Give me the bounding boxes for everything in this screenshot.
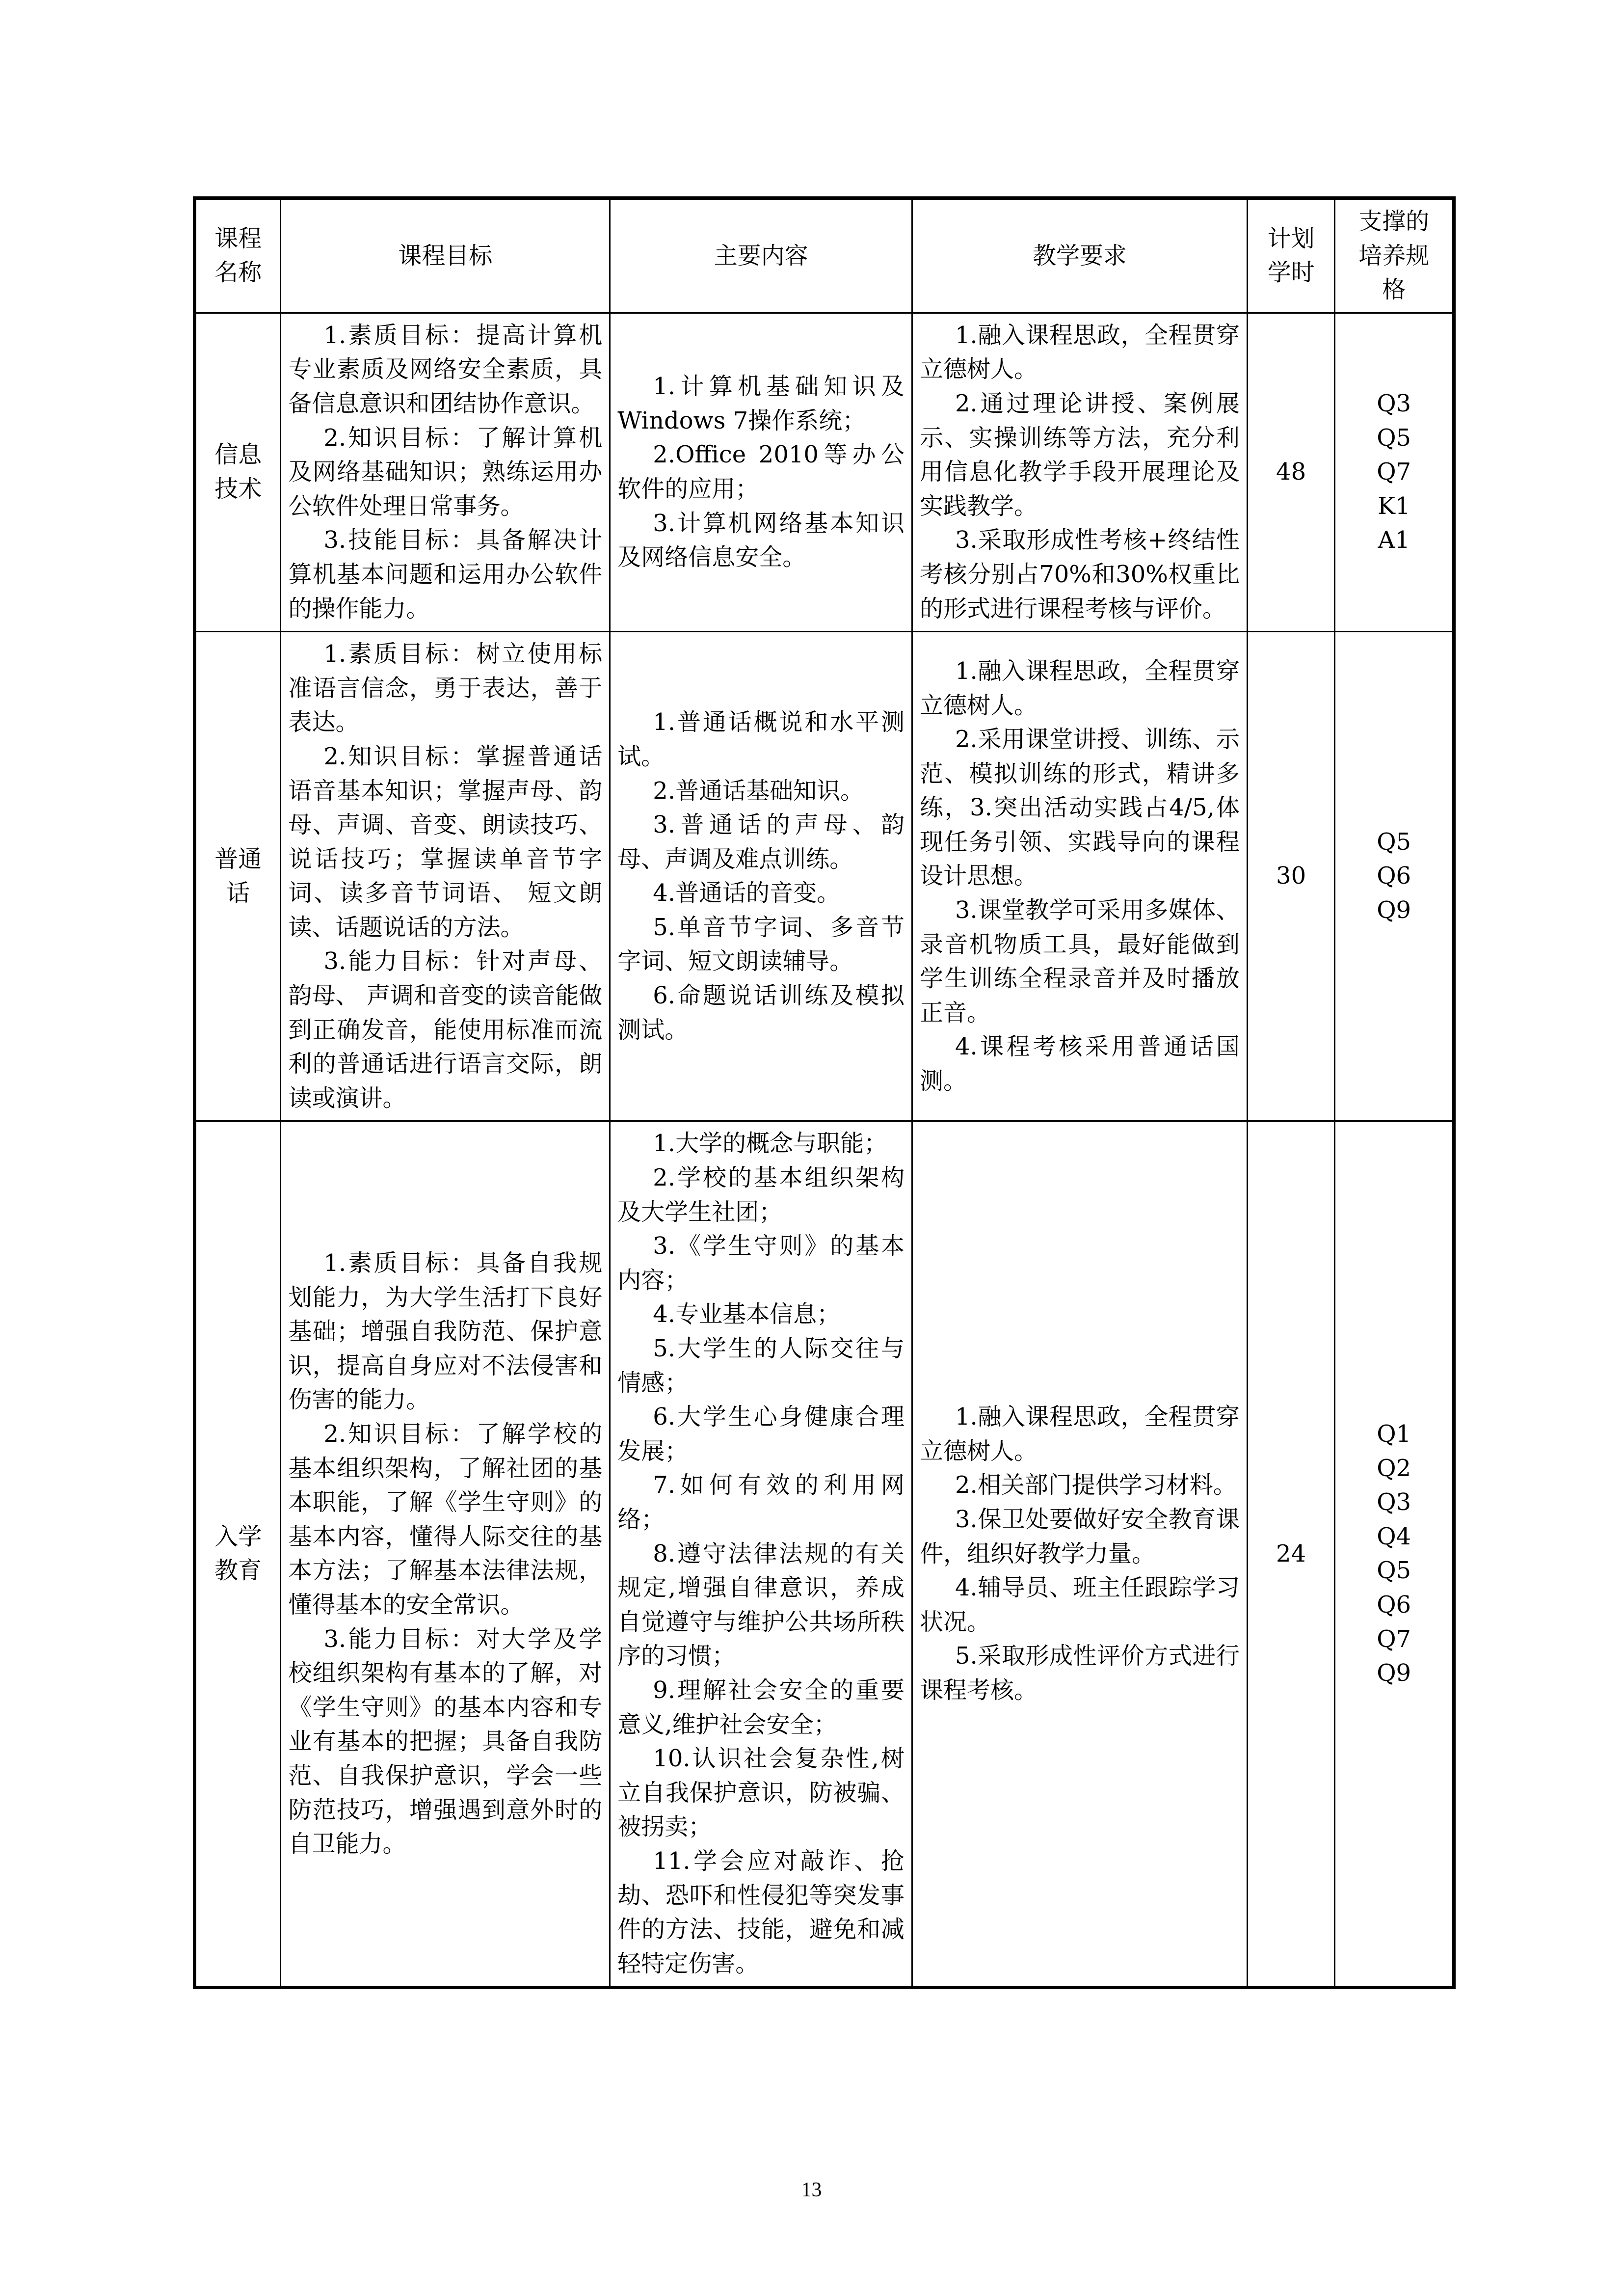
header-main-content: 主要内容 [610,198,912,313]
content-item: 2.Office 2010等办公软件的应用； [617,441,905,503]
goal-item: 3.技能目标：具备解决计算机基本问题和运用办公软件的操作能力。 [288,526,603,622]
header-course-name: 课程 名称 [195,198,281,313]
requirement-item: 2.相关部门提供学习材料。 [955,1471,1237,1499]
requirement-item: 2.采用课堂讲授、训练、示范、模拟训练的形式，精讲多练，3.突出活动实践占4/5,体现任务引领、实践导向的课程设计思想。 [919,726,1240,890]
goal-item: 1.素质目标：树立使用标准语言信念，勇于表达，善于表达。 [288,640,603,736]
table-row [195,632,1454,1121]
teaching-requirements-cell [912,313,1247,631]
content-item: 6.大学生心身健康合理发展； [617,1403,905,1465]
course-name: 普通 话 [214,845,262,907]
goal-item: 1.素质目标：具备自我规划能力，为大学生活打下良好基础；增强自我防范、保护意识，提高自身应对不法侵害和伤害的能力。 [288,1249,603,1414]
content-item: 4.专业基本信息； [653,1300,841,1328]
spec-code: Q3 [1377,1488,1411,1516]
requirement-item: 1.融入课程思政，全程贯穿立德树人。 [919,657,1240,719]
goal-item: 1.素质目标：提高计算机专业素质及网络安全素质，具备信息意识和团结协作意识。 [288,321,603,417]
planned-hours: 24 [1276,1540,1306,1567]
spec-code: Q7 [1377,458,1411,486]
spec-code: Q6 [1377,1591,1411,1619]
page-number: 13 [801,2179,822,2201]
goal-item: 3.能力目标：针对声母、韵母、 声调和音变的读音能做到正确发音，能使用标准而流利的普通话进行语言交际，朗读或演讲。 [288,947,603,1112]
content-item: 9.理解社会安全的重要意义,维护社会安全； [617,1676,905,1738]
goal-item: 2.知识目标：了解学校的基本组织架构，了解社团的基本职能，了解《学生守则》的基本内容，懂得人际交往的基本方法；了解基本法律法规，懂得基本的安全常识。 [288,1420,603,1619]
content-item: 7.如何有效的利用网络； [617,1471,905,1533]
content-item: 4.普通话的音变。 [653,879,841,907]
content-item: 8.遵守法律法规的有关规定,增强自律意识，养成自觉遵守与维护公共场所秩序的习惯； [617,1540,905,1670]
requirement-item: 3.采取形成性考核+终结性考核分别占70%和30%权重比的形式进行课程考核与评价。 [919,526,1240,622]
header-teaching-requirements: 教学要求 [912,198,1247,313]
spec-code: Q4 [1377,1522,1411,1550]
spec-code: Q9 [1377,896,1411,924]
requirement-item: 5.采取形成性评价方式进行课程考核。 [919,1642,1240,1704]
spec-code: A1 [1378,526,1410,554]
planned-hours-cell [1247,632,1334,1121]
header-planned-hours: 计划 学时 [1247,198,1334,313]
main-content-cell [610,632,912,1121]
requirement-item: 1.融入课程思政，全程贯穿立德树人。 [919,1403,1240,1465]
course-name: 入学 教育 [214,1522,262,1585]
content-item: 3.普通话的声母、韵母、声调及难点训练。 [617,811,905,873]
goal-item: 2.知识目标：了解计算机及网络基础知识；熟练运用办公软件处理日常事务。 [288,424,603,520]
header-supported-specs: 支撑的 培养规 格 [1335,198,1454,313]
requirement-item: 3.课堂教学可采用多媒体、 录音机物质工具，最好能做到学生训练全程录音并及时播放正音。 [919,896,1240,1026]
spec-code: Q5 [1377,424,1411,452]
planned-hours-cell [1247,1121,1334,1988]
supported-specs-cell [1335,313,1454,631]
spec-code: Q2 [1377,1454,1411,1482]
course-goals-cell [281,632,610,1121]
content-item: 3.计算机网络基本知识及网络信息安全。 [617,509,905,571]
spec-code: Q5 [1377,828,1411,856]
goal-item: 2.知识目标：掌握普通话语音基本知识；掌握声母、韵母、声调、音变、朗读技巧、说话技巧；掌握读单音节字词、读多音节词语、 短文朗读、话题说话的方法。 [288,742,603,941]
content-item: 11.学会应对敲诈、抢劫、恐吓和性侵犯等突发事件的方法、技能，避免和减轻特定伤害。 [617,1847,905,1977]
spec-code: Q3 [1377,389,1411,417]
planned-hours: 48 [1276,458,1306,486]
content-item: 5.大学生的人际交往与情感； [617,1335,905,1397]
spec-code: Q6 [1377,862,1411,890]
requirement-item: 4.课程考核采用普通话国测。 [919,1033,1240,1095]
spec-code: Q7 [1377,1625,1411,1653]
supported-specs-cell [1335,1121,1454,1988]
content-item: 6.命题说话训练及模拟测试。 [617,982,905,1044]
goal-item: 3.能力目标：对大学及学校组织架构有基本的了解，对《学生守则》的基本内容和专业有基本的把握；具备自我防范、自我保护意识，学会一些防范技巧，增强遇到意外时的自卫能力。 [288,1625,603,1858]
spec-code: Q9 [1377,1659,1411,1687]
table-row [195,1121,1454,1988]
table-header-row [195,198,1454,313]
spec-code: Q1 [1377,1420,1411,1448]
requirement-item: 4.辅导员、班主任跟踪学习状况。 [919,1574,1240,1636]
planned-hours: 30 [1276,862,1306,890]
content-item: 1.大学的概念与职能； [653,1130,888,1158]
course-goals-cell [281,313,610,631]
requirement-item: 3.保卫处要做好安全教育课件，组织好教学力量。 [919,1505,1240,1567]
spec-code: K1 [1377,492,1410,520]
teaching-requirements-cell [912,632,1247,1121]
table-row [195,313,1454,631]
course-name-cell [195,313,281,631]
content-item: 1.计算机基础知识及Windows 7操作系统； [617,373,905,434]
content-item: 2.学校的基本组织架构及大学生社团； [617,1164,905,1226]
course-name: 信息 技术 [214,441,262,503]
requirement-item: 2.通过理论讲授、案例展示、实操训练等方法，充分利用信息化教学手段开展理论及实践教学。 [919,389,1240,520]
content-item: 1.普通话概说和水平测试。 [617,708,905,770]
content-item: 2.普通话基础知识。 [653,777,864,805]
planned-hours-cell [1247,313,1334,631]
requirement-item: 1.融入课程思政，全程贯穿立德树人。 [919,321,1240,383]
main-content-cell [610,313,912,631]
course-name-cell [195,1121,281,1988]
spec-code: Q5 [1377,1557,1411,1585]
curriculum-table [193,196,1456,1989]
supported-specs-cell [1335,632,1454,1121]
content-item: 5.单音节字词、多音节字词、短文朗读辅导。 [617,913,905,975]
main-content-cell [610,1121,912,1988]
content-item: 3.《学生守则》的基本内容； [617,1232,905,1294]
header-course-goals: 课程目标 [281,198,610,313]
content-item: 10.认识社会复杂性,树立自我保护意识，防被骗、被拐卖； [617,1745,905,1841]
course-name-cell [195,632,281,1121]
teaching-requirements-cell [912,1121,1247,1988]
course-goals-cell [281,1121,610,1988]
